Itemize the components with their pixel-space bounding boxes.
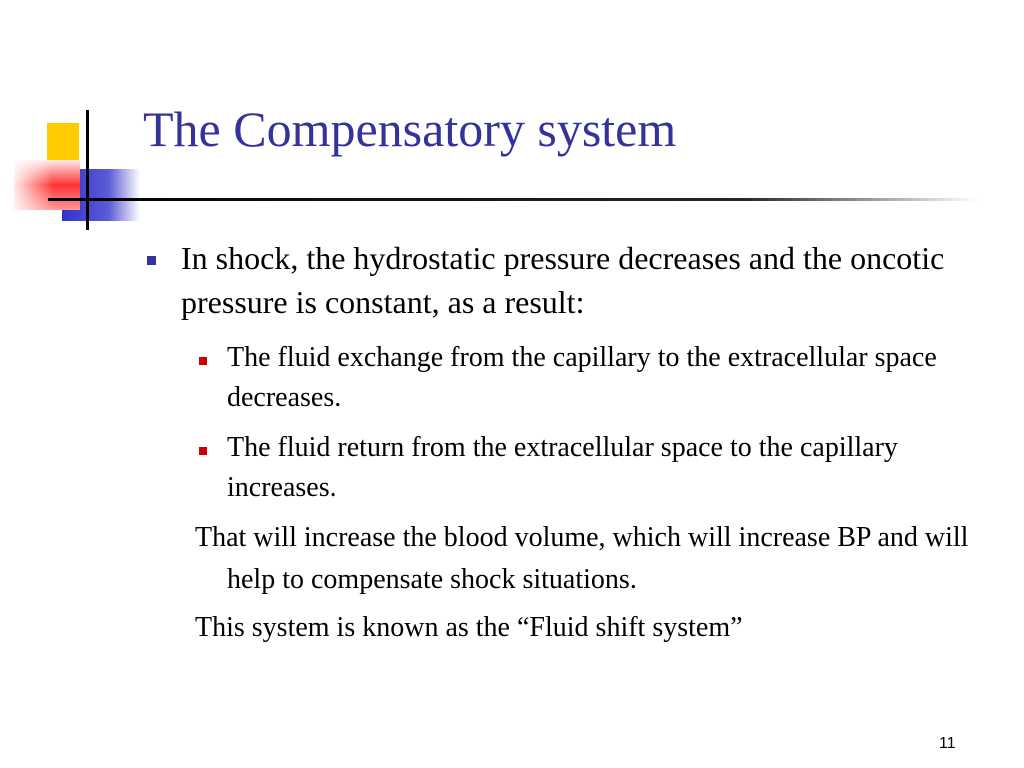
slide-title: The Compensatory system — [143, 101, 677, 157]
note-paragraph: That will increase the blood volume, which will increase BP and will help to compensate shock situations. — [195, 522, 969, 595]
red-square-shape — [14, 160, 80, 210]
bullet-marker-level2 — [199, 447, 207, 455]
bullet-level2: The fluid exchange from the capillary to the extracellular space decreases. — [227, 342, 937, 413]
page-number: 11 — [939, 735, 956, 752]
bullet-marker-level2 — [199, 357, 207, 365]
bullet-level2: The fluid return from the extracellular space to the capillary increases. — [227, 432, 898, 503]
bullet-level1: In shock, the hydrostatic pressure decreases and the oncotic pressure is constant, as a result: — [181, 240, 945, 320]
title-underline-rule — [48, 198, 978, 201]
note-paragraph: This system is known as the “Fluid shift system” — [195, 612, 743, 643]
vertical-rule — [86, 110, 89, 230]
bullet-marker-level1 — [147, 256, 156, 265]
